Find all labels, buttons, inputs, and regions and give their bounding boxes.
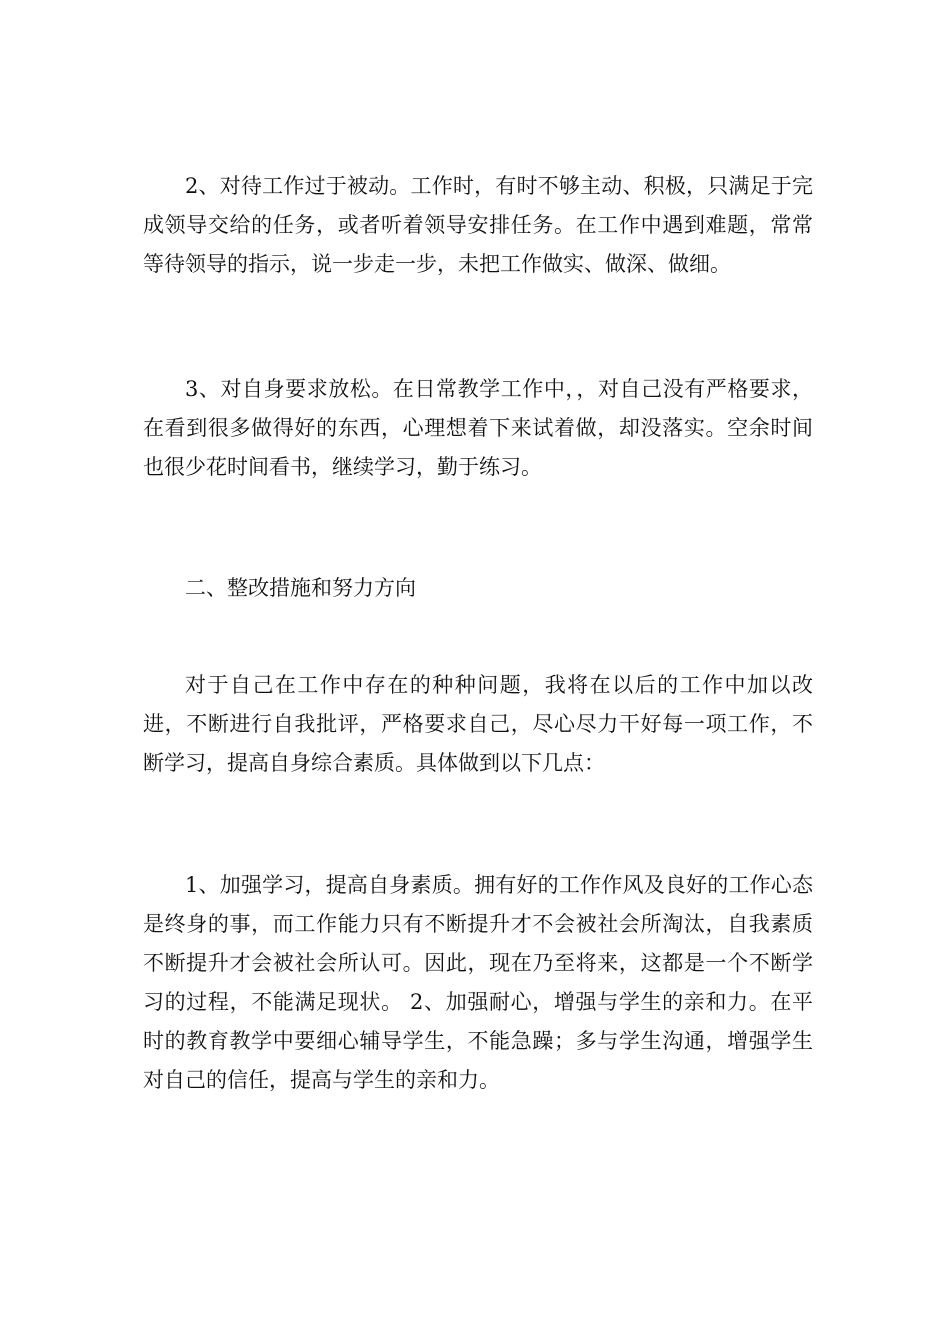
paragraph-intro: 对于自己在工作中存在的种种问题，我将在以后的工作中加以改进，不断进行自我批评，严格要求自己，尽心尽力干好每一项工作，不断学习，提高自身综合素质。具体做到以下几点： [143,673,813,775]
paragraph-problem-2: 2、对待工作过于被动。工作时，有时不够主动、积极，只满足于完成领导交给的任务，或者听着领导安排任务。在工作中遇到难题，常常等待领导的指示，说一步走一步，未把工作做实、做深、做细。 [143,174,813,276]
section-heading-rectification: 二、整改措施和努力方向 [185,576,416,600]
paragraph-measures: 1、加强学习，提高自身素质。拥有好的工作作风及良好的工作心态是终身的事，而工作能力只有不断提升才不会被社会所淘汰，自我素质不断提升才会被社会所认可。因此，现在乃至将来，这都是一个不断学习的过程，不能满足现状。 2、加强耐心，增强与学生的亲和力。在平时的教育教学中要细心辅导学生，不能急躁；多与学生沟通，增强学生对自己的信任，提高与学生的亲和力。 [143,873,813,1092]
paragraph-problem-3: 3、对自身要求放松。在日常教学工作中，，对自己没有严格要求，在看到很多做得好的东西，心理想着下来试着做，却没落实。空余时间也很少花时间看书，继续学习，勤于练习。 [143,377,813,479]
